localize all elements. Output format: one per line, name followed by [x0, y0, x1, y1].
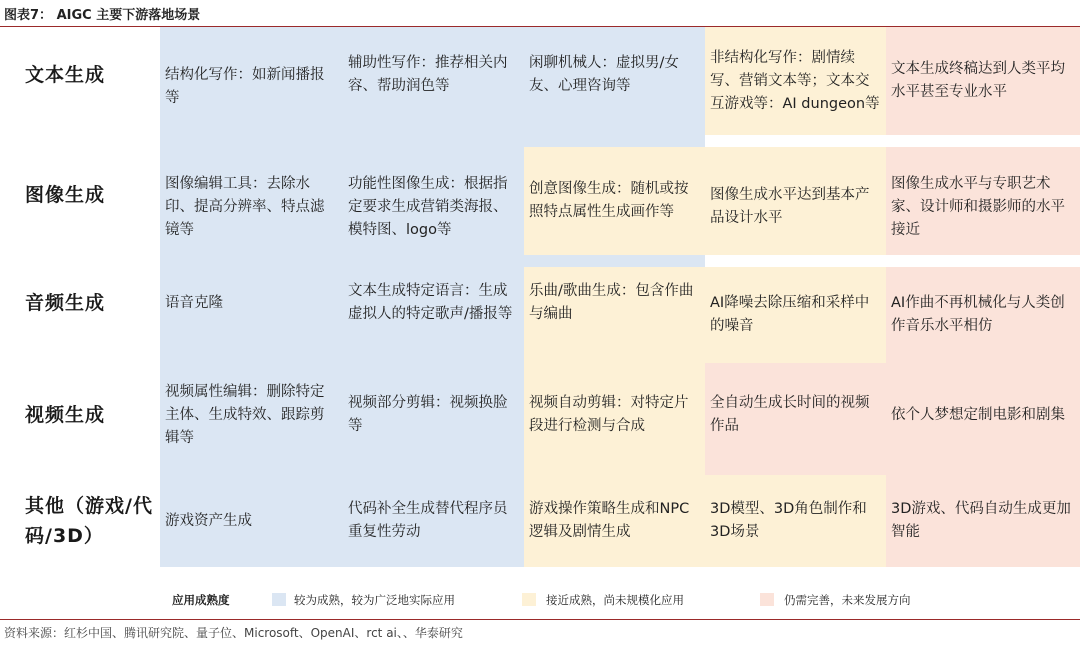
cell-other-1: 游戏资产生成 — [165, 512, 252, 529]
category-other: 其他（游戏/代码/3D） — [25, 495, 153, 547]
cell-audio-1: 语音克隆 — [165, 294, 223, 311]
legend-label: 应用成熟度 — [172, 593, 230, 607]
cell-video-2: 视频部分剪辑：视频换脸等 — [348, 395, 508, 434]
figure-title: 图表7： AIGC 主要下游落地场景 — [4, 8, 201, 23]
cell-audio-3: 乐曲/歌曲生成：包含作曲与编曲 — [529, 283, 694, 322]
cell-video-4: 全自动生成长时间的视频作品 — [710, 395, 870, 434]
source-note: 资料来源：红杉中国、腾讯研究院、量子位、Microsoft、OpenAI、rct ai、、华泰研究 — [4, 626, 463, 640]
cell-text-3: 闲聊机械人：虚拟男/女友、心理咨询等 — [529, 55, 679, 94]
cell-other-5: 3D游戏、代码自动生成更加智能 — [891, 501, 1071, 540]
category-video: 视频生成 — [25, 404, 106, 426]
legend-swatch-near — [522, 593, 536, 606]
title-bar — [0, 0, 1080, 27]
cell-image-1: 图像编辑工具：去除水印、提高分辨率、特点滤镜等 — [165, 175, 325, 238]
legend-text-future: 仍需完善，未来发展方向 — [784, 593, 911, 607]
cell-other-2: 代码补全生成替代程序员重复性劳动 — [348, 501, 508, 540]
cell-image-2: 功能性图像生成：根据指定要求生成营销类海报、模特图、logo等 — [348, 175, 508, 238]
legend-text-near: 接近成熟，尚未规模化应用 — [546, 593, 684, 607]
cell-other-3: 游戏操作策略生成和NPC逻辑及剧情生成 — [529, 501, 690, 540]
legend-swatch-mature — [272, 593, 286, 606]
cell-text-2: 辅助性写作：推荐相关内容、帮助润色等 — [348, 55, 508, 94]
source-divider — [0, 619, 1080, 620]
cell-image-4: 图像生成水平达到基本产品设计水平 — [710, 187, 870, 226]
cell-audio-2: 文本生成特定语言：生成虚拟人的特定歌声/播报等 — [348, 283, 513, 322]
scenario-table — [0, 27, 1080, 567]
category-text: 文本生成 — [25, 64, 106, 86]
cell-video-1: 视频属性编辑：删除特定主体、生成特效、跟踪剪辑等 — [165, 383, 325, 446]
cell-text-4: 非结构化写作：剧情续写、营销文本等；文本交互游戏等：AI dungeon等 — [710, 49, 880, 112]
cell-image-5: 图像生成水平与专职艺术家、设计师和摄影师的水平接近 — [891, 175, 1065, 238]
legend-swatch-future — [760, 593, 774, 606]
cell-text-5: 文本生成终稿达到人类平均水平甚至专业水平 — [891, 61, 1065, 100]
cell-text-1: 结构化写作：如新闻播报等 — [165, 67, 325, 106]
cell-other-4: 3D模型、3D角色制作和3D场景 — [710, 501, 867, 540]
legend — [0, 588, 1080, 612]
category-audio: 音频生成 — [25, 292, 106, 314]
cell-audio-5: AI作曲不再机械化与人类创作音乐水平相仿 — [891, 295, 1065, 334]
cell-video-3: 视频自动剪辑：对特定片段进行检测与合成 — [529, 395, 689, 434]
cell-video-5: 依个人梦想定制电影和剧集 — [891, 406, 1065, 423]
cell-image-3: 创意图像生成：随机或按照特点属性生成画作等 — [529, 181, 689, 220]
category-image: 图像生成 — [25, 184, 106, 206]
legend-text-mature: 较为成熟，较为广泛地实际应用 — [294, 593, 455, 607]
cell-audio-4: AI降噪去除压缩和采样中的噪音 — [710, 295, 870, 334]
